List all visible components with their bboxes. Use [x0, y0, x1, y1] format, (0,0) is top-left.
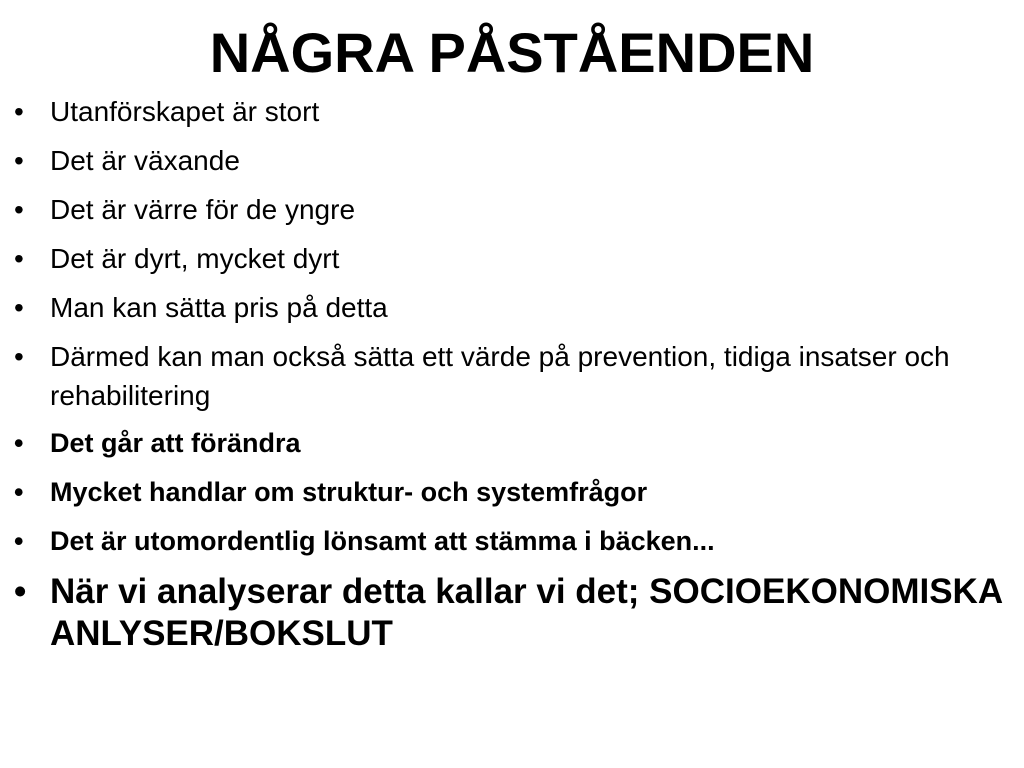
bullet-marker: •	[14, 243, 24, 274]
bullet-marker: •	[14, 292, 24, 323]
bullet-item	[14, 522, 1004, 561]
bullet-marker: •	[14, 145, 24, 176]
bullet-item	[14, 571, 1004, 655]
bullet-text: Det går att förändra	[50, 428, 301, 458]
bullet-text: Utanförskapet är stort	[50, 96, 320, 127]
bullet-marker: •	[14, 341, 24, 372]
bullet-item	[14, 92, 1004, 131]
bullet-marker: •	[14, 428, 24, 458]
bullet-item	[14, 424, 1004, 463]
bullet-text: När vi analyserar detta kallar vi det; SOCIOEKONOMISKA ANLYSER/BOKSLUT	[50, 572, 1002, 653]
bullet-item	[14, 190, 1004, 229]
bullet-marker: •	[14, 572, 27, 611]
bullet-text: Därmed kan man också sätta ett värde på prevention, tidiga insatser och rehabilitering	[50, 341, 950, 411]
bullet-text: Det är dyrt, mycket dyrt	[50, 243, 340, 274]
bullet-list	[14, 92, 1004, 665]
bullet-marker: •	[14, 477, 24, 507]
bullet-marker: •	[14, 526, 24, 556]
bullet-text: Man kan sätta pris på detta	[50, 292, 388, 323]
bullet-text: Det är utomordentlig lönsamt att stämma i bäcken...	[50, 526, 715, 556]
bullet-text: Det är växande	[50, 145, 240, 176]
bullet-text: Mycket handlar om struktur- och systemfrågor	[50, 477, 648, 507]
bullet-item	[14, 337, 1004, 415]
bullet-item	[14, 239, 1004, 278]
bullet-item	[14, 473, 1004, 512]
bullet-item	[14, 141, 1004, 180]
bullet-marker: •	[14, 96, 24, 127]
bullet-marker: •	[14, 194, 24, 225]
bullet-text: Det är värre för de yngre	[50, 194, 356, 225]
slide-title: NÅGRA PÅSTÅENDEN	[209, 21, 815, 84]
bullet-item	[14, 288, 1004, 327]
